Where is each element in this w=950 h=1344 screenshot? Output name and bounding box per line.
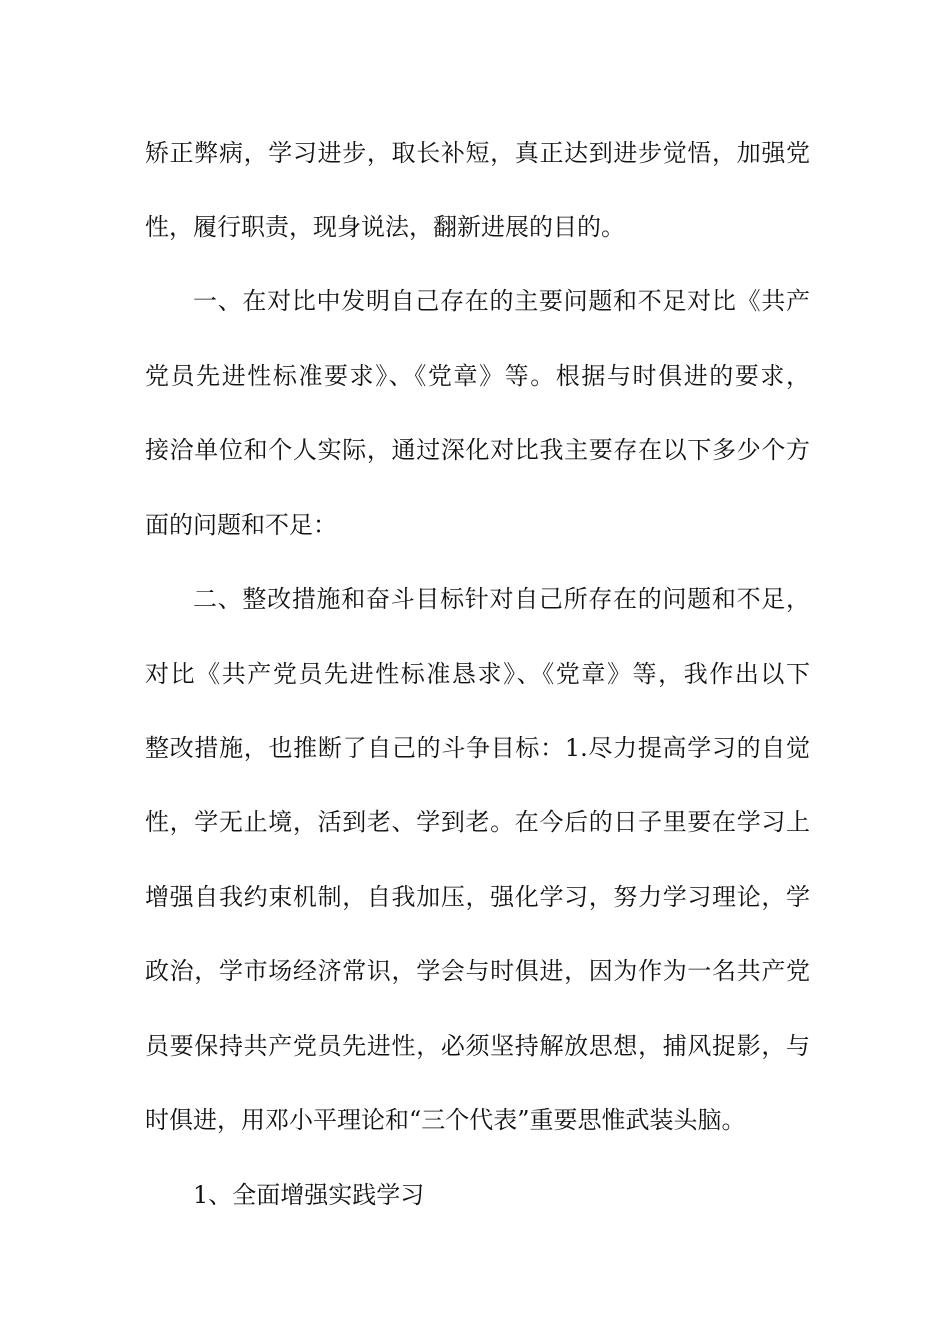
text-line-15: 1、全面增强实践学习 — [193, 1181, 425, 1209]
text-line-13: 员要保持共产党员先进性，必须坚持解放思想，捕风捉影，与 — [145, 1032, 810, 1060]
text-line-11: 增强自我约束机制，自我加压，强化学习，努力学习理论，学 — [145, 883, 810, 911]
text-line-14: 时俱进，用邓小平理论和“三个代表”重要思惟武装头脑。 — [145, 1106, 746, 1134]
text-line-3: 一、在对比中发明自己存在的主要问题和不足对比《共产 — [193, 287, 810, 315]
text-line-6: 面的问题和不足： — [145, 511, 337, 539]
text-line-12: 政治，学市场经济常识，学会与时俱进，因为作为一名共产党 — [145, 957, 810, 985]
text-line-5: 接洽单位和个人实际，通过深化对比我主要存在以下多少个方 — [145, 436, 810, 464]
text-line-4: 党员先进性标准要求》、《党章》等。根据与时俱进的要求， — [145, 362, 810, 390]
text-line-8: 对比《共产党员先进性标准恳求》、《党章》等，我作出以下 — [145, 660, 810, 688]
text-line-2: 性，履行职责，现身说法，翻新进展的目的。 — [145, 213, 625, 241]
text-line-7: 二、整改措施和奋斗目标针对自己所存在的问题和不足， — [193, 585, 810, 613]
text-line-10: 性，学无止境，活到老、学到老。在今后的日子里要在学习上 — [145, 808, 810, 836]
text-line-9: 整改措施，也推断了自己的斗争目标：1.尽力提高学习的自觉 — [145, 734, 810, 762]
text-line-1: 矫正弊病，学习进步，取长补短，真正达到进步觉悟，加强党 — [145, 139, 810, 167]
